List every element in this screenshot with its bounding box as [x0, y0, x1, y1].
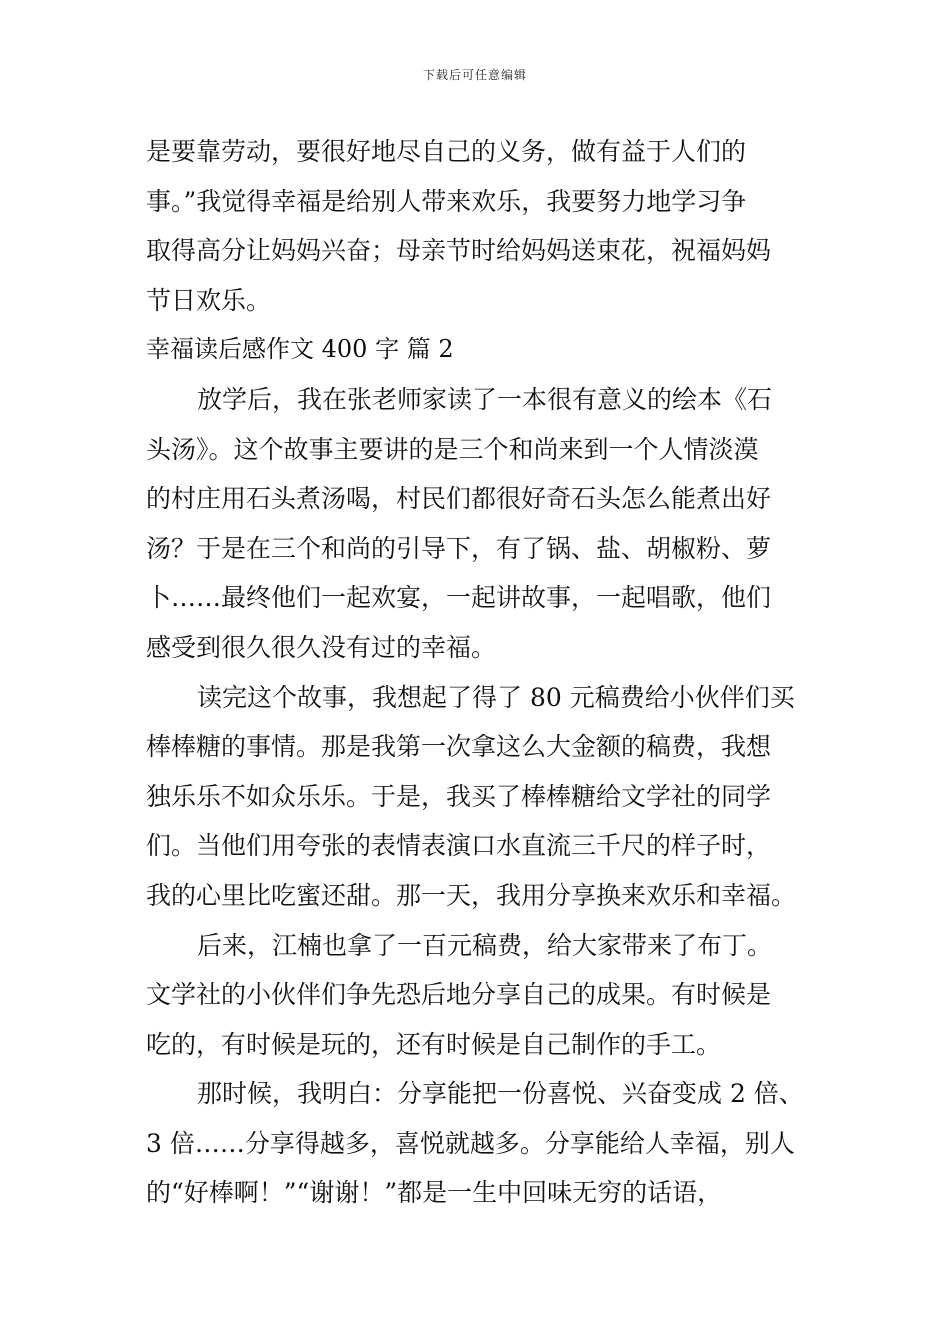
paragraph-first-line: 后来，江楠也拿了一百元稿费，给大家带来了布丁。: [197, 930, 773, 960]
text-line: 汤？于是在三个和尚的引导下，有了锅、盐、胡椒粉、萝: [146, 533, 772, 563]
text-line: 是要靠劳动，要很好地尽自己的义务，做有益于人们的: [146, 137, 747, 166]
document-body: [146, 127, 816, 1218]
text-line: 吃的，有时候是玩的，还有时候是自己制作的手工。: [146, 1029, 722, 1059]
text-line: 的“好棒啊！”“谢谢！”都是一生中回味无穷的话语，: [146, 1178, 723, 1208]
section-heading: 幸福读后感作文 400 字 篇 2: [146, 335, 454, 364]
paragraph-first-line: 读完这个故事，我想起了得了 80 元稿费给小伙伴们买: [197, 682, 795, 712]
page-header: 下载后可任意编辑: [422, 68, 527, 82]
text-line: 的村庄用石头煮汤喝，村民们都很好奇石头怎么能煮出好: [146, 484, 772, 514]
text-line: 感受到很久很久没有过的幸福。: [146, 632, 497, 662]
paragraph-first-line: 那时候，我明白：分享能把一份喜悦、兴奋变成 2 倍、: [197, 1079, 804, 1109]
text-line: 文学社的小伙伴们争先恐后地分享自己的成果。有时候是: [146, 980, 772, 1010]
text-line: 节日欢乐。: [146, 285, 272, 315]
text-line: 棒棒糖的事情。那是我第一次拿这么大金额的稿费，我想: [146, 732, 772, 762]
text-line: 头汤》。这个故事主要讲的是三个和尚来到一个人情淡漠: [146, 434, 759, 464]
text-line: 我的心里比吃蜜还甜。那一天，我用分享换来欢乐和幸福。: [146, 880, 797, 910]
text-line: 事。”我觉得幸福是给别人带来欢乐，我要努力地学习争: [146, 186, 747, 216]
text-line: 3 倍……分享得越多，喜悦就越多。分享能给人幸福，别人: [146, 1128, 795, 1158]
text-line: 取得高分让妈妈兴奋；母亲节时给妈妈送束花，祝福妈妈: [146, 236, 772, 266]
paragraph-first-line: 放学后，我在张老师家读了一本很有意义的绘本《石: [197, 384, 773, 414]
text-line: 们。当他们用夸张的表情表演口水直流三千尺的样子时，: [146, 831, 772, 861]
text-line: 卜……最终他们一起欢宴，一起讲故事，一起唱歌，他们: [146, 583, 772, 613]
text-line: 独乐乐不如众乐乐。于是，我买了棒棒糖给文学社的同学: [146, 781, 772, 811]
